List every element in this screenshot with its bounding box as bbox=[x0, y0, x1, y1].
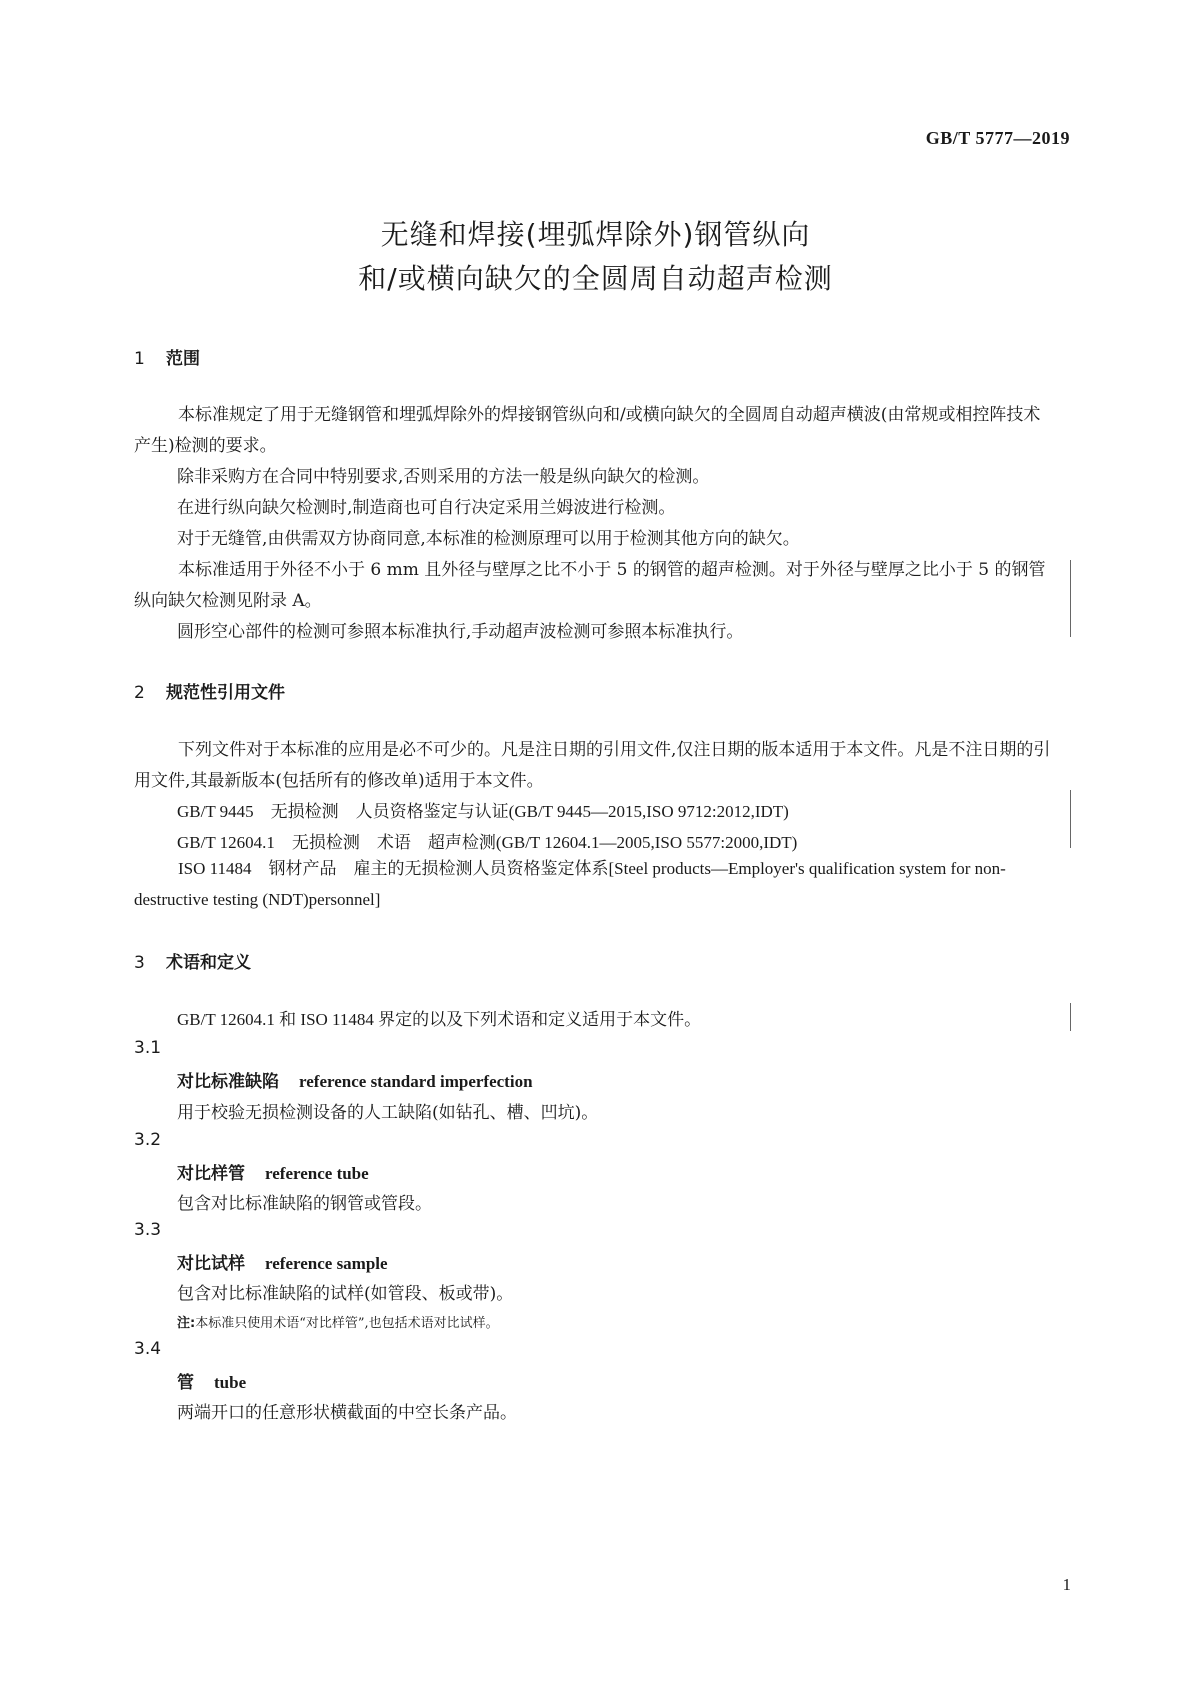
paragraph-text: 本标准适用于外径不小于 6 mm 且外径与壁厚之比不小于 5 的钢管的超声检测。对于外径与壁厚之比小于 5 的钢管纵向缺欠检测见附录 A。 bbox=[134, 560, 1046, 611]
section-title: 范围 bbox=[166, 349, 200, 369]
note bbox=[177, 1312, 499, 1331]
term-zh: 对比样管 bbox=[177, 1164, 245, 1184]
paragraph bbox=[134, 735, 1057, 797]
paragraph bbox=[134, 555, 1057, 617]
section-3-heading bbox=[134, 948, 251, 973]
section-title: 规范性引用文件 bbox=[166, 683, 285, 703]
paragraph bbox=[134, 400, 1057, 462]
term-en: reference standard imperfection bbox=[299, 1072, 533, 1091]
paragraph: 除非采购方在合同中特别要求,否则采用的方法一般是纵向缺欠的检测。 bbox=[177, 467, 710, 487]
section-title: 术语和定义 bbox=[166, 953, 251, 973]
term-definition: 包含对比标准缺陷的试样(如管段、板或带)。 bbox=[177, 1284, 514, 1304]
document-title-line-2: 和/或横向缺欠的全圆周自动超声检测 bbox=[358, 262, 833, 295]
term-number: 3.2 bbox=[134, 1130, 162, 1150]
section-number: 2 bbox=[134, 683, 145, 703]
paragraph: 圆形空心部件的检测可参照本标准执行,手动超声波检测可参照本标准执行。 bbox=[177, 622, 744, 642]
note-label: 注: bbox=[177, 1316, 196, 1331]
paragraph: 对于无缝管,由供需双方协商同意,本标准的检测原理可以用于检测其他方向的缺欠。 bbox=[177, 529, 800, 549]
term-heading bbox=[177, 1159, 369, 1184]
term-heading bbox=[177, 1249, 388, 1274]
term-definition: 用于校验无损检测设备的人工缺陷(如钻孔、槽、凹坑)。 bbox=[177, 1103, 599, 1123]
page-number: 1 bbox=[1062, 1575, 1071, 1594]
term-zh: 对比标准缺陷 bbox=[177, 1072, 279, 1092]
term-number: 3.1 bbox=[134, 1038, 162, 1058]
term-zh: 管 bbox=[177, 1373, 194, 1393]
paragraph: 在进行纵向缺欠检测时,制造商也可自行决定采用兰姆波进行检测。 bbox=[177, 498, 676, 518]
section-number: 1 bbox=[134, 349, 145, 369]
change-bar bbox=[1070, 790, 1071, 848]
document-title-line-1: 无缝和焊接(埋弧焊除外)钢管纵向 bbox=[380, 218, 811, 251]
term-zh: 对比试样 bbox=[177, 1254, 245, 1274]
standard-number: GB/T 5777—2019 bbox=[925, 128, 1070, 148]
normative-reference bbox=[134, 853, 1057, 915]
term-en: tube bbox=[214, 1373, 247, 1392]
term-en: reference sample bbox=[265, 1254, 388, 1273]
paragraph-text: 本标准规定了用于无缝钢管和埋弧焊除外的焊接钢管纵向和/或横向缺欠的全圆周自动超声横波(由常规或相控阵技术产生)检测的要求。 bbox=[134, 405, 1041, 456]
change-bar bbox=[1070, 1003, 1071, 1031]
paragraph-text: 下列文件对于本标准的应用是必不可少的。凡是注日期的引用文件,仅注日期的版本适用于本文件。凡是不注日期的引用文件,其最新版本(包括所有的修改单)适用于本文件。 bbox=[134, 740, 1051, 791]
term-en: reference tube bbox=[265, 1164, 369, 1183]
term-heading bbox=[177, 1067, 533, 1092]
term-heading bbox=[177, 1368, 246, 1393]
term-number: 3.3 bbox=[134, 1220, 162, 1240]
note-text: 本标准只使用术语“对比样管”,也包括术语对比试样。 bbox=[195, 1316, 499, 1331]
section-number: 3 bbox=[134, 953, 145, 973]
term-definition: 包含对比标准缺陷的钢管或管段。 bbox=[177, 1194, 432, 1214]
paragraph-text: ISO 11484 钢材产品 雇主的无损检测人员资格鉴定体系[Steel products—Employer's qualification system for non-destructive testing (NDT)personnel] bbox=[134, 859, 1006, 909]
normative-reference: GB/T 12604.1 无损检测 术语 超声检测(GB/T 12604.1—2005,ISO 5577:2000,IDT) bbox=[177, 833, 798, 852]
term-definition: 两端开口的任意形状横截面的中空长条产品。 bbox=[177, 1403, 517, 1423]
term-number: 3.4 bbox=[134, 1339, 162, 1359]
normative-reference: GB/T 9445 无损检测 人员资格鉴定与认证(GB/T 9445—2015,ISO 9712:2012,IDT) bbox=[177, 802, 789, 821]
paragraph: GB/T 12604.1 和 ISO 11484 界定的以及下列术语和定义适用于本文件。 bbox=[177, 1010, 702, 1029]
section-2-heading bbox=[134, 678, 285, 703]
section-1-heading bbox=[134, 344, 200, 369]
change-bar bbox=[1070, 560, 1071, 637]
